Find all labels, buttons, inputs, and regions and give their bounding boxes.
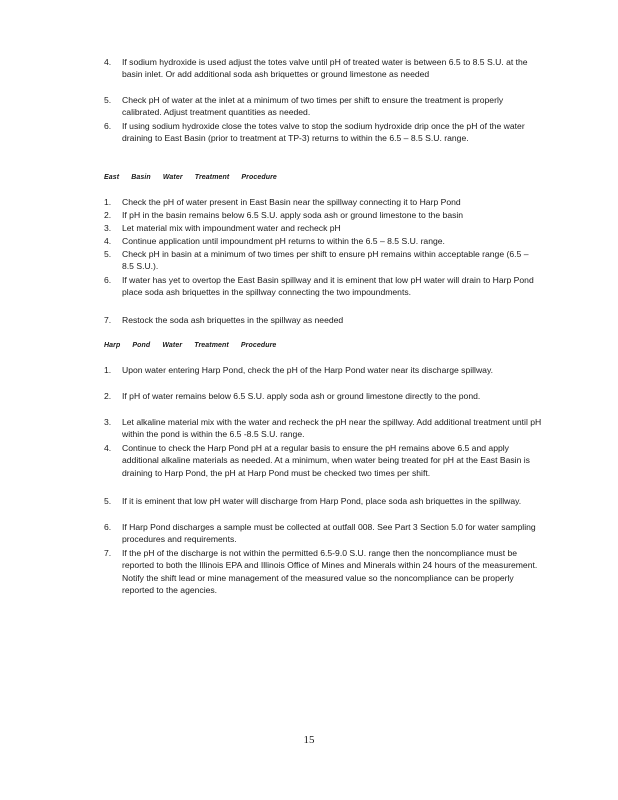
list-item: 4. Continue application until impoundment pH returns to within the 6.5 – 8.5 S.U. range. <box>104 236 445 246</box>
list-item: 2. If pH of water remains below 6.5 S.U. apply soda ash or ground limestone directly to the pond. <box>104 391 481 401</box>
list-item: 4. If sodium hydroxide is used adjust the totes valve until pH of treated water is between 6.5 to 8.5 S.U. at the basin inlet. Or add additional soda ash briquettes or ground limestone as needed <box>104 57 528 80</box>
list-item: 2. If pH in the basin remains below 6.5 S.U. apply soda ash or ground limestone to the basin <box>104 210 464 220</box>
list-item: 4. Continue to check the Harp Pond pH at a regular basis to ensure the pH remains above 6.5 and apply additional alkaline materials as needed. At a minimum, when water being treated for pH at the East Basin is draining to Harp Pond, the pH at Harp Pond must be checked two times per shift. <box>104 443 530 478</box>
list-item: 6. If using sodium hydroxide close the totes valve to stop the sodium hydroxide drip once the pH of the water draining to East Basin (prior to treatment at TP-3) returns to within the 6.5 – 8.5 S.U. range. <box>104 121 525 144</box>
list-item: 7. If the pH of the discharge is not within the permitted 6.5-9.0 S.U. range then the noncompliance must be reported to both the Illinois EPA and Illinois Office of Mines and Minerals within 24 hours of the measurement. Notify the shift lead or mine management of the measured value so the noncompliance can be properly reported to the agencies. <box>104 548 538 596</box>
list-item: 5. Check pH of water at the inlet at a minimum of two times per shift to ensure the treatment is properly calibrated. Adjust treatment quantities as needed. <box>104 95 504 118</box>
list-item: 1. Check the pH of water present in East Basin near the spillway connecting it to Harp Pond <box>104 197 461 207</box>
list-item: 7. Restock the soda ash briquettes in the spillway as needed <box>104 315 344 325</box>
list-item: 6. If water has yet to overtop the East Basin spillway and it is eminent that low pH water will drain to Harp Pond place soda ash briquettes in the spillway connecting the two impoundments. <box>104 275 534 298</box>
list-item: 5. If it is eminent that low pH water will discharge from Harp Pond, place soda ash briquettes in the spillway. <box>104 496 522 506</box>
section-heading-harp-pond: Harp Pond Water Treatment Procedure <box>104 342 277 349</box>
section-heading-east-basin: East Basin Water Treatment Procedure <box>104 174 277 181</box>
list-item: 3. Let material mix with impoundment water and recheck pH <box>104 223 341 233</box>
list-item: 1. Upon water entering Harp Pond, check the pH of the Harp Pond water near its discharge spillway. <box>104 365 493 375</box>
list-item: 3. Let alkaline material mix with the water and recheck the pH near the spillway. Add additional treatment until pH within the pond is within the 6.5 -8.5 S.U. range. <box>104 417 542 440</box>
page-number: 15 <box>303 734 315 746</box>
list-item: 5. Check pH in basin at a minimum of two times per shift to ensure pH remains within acceptable range (6.5 – 8.5 S.U.). <box>104 249 529 272</box>
list-item: 6. If Harp Pond discharges a sample must be collected at outfall 008. See Part 3 Section 5.0 for water sampling procedures and requirements. <box>104 522 536 545</box>
